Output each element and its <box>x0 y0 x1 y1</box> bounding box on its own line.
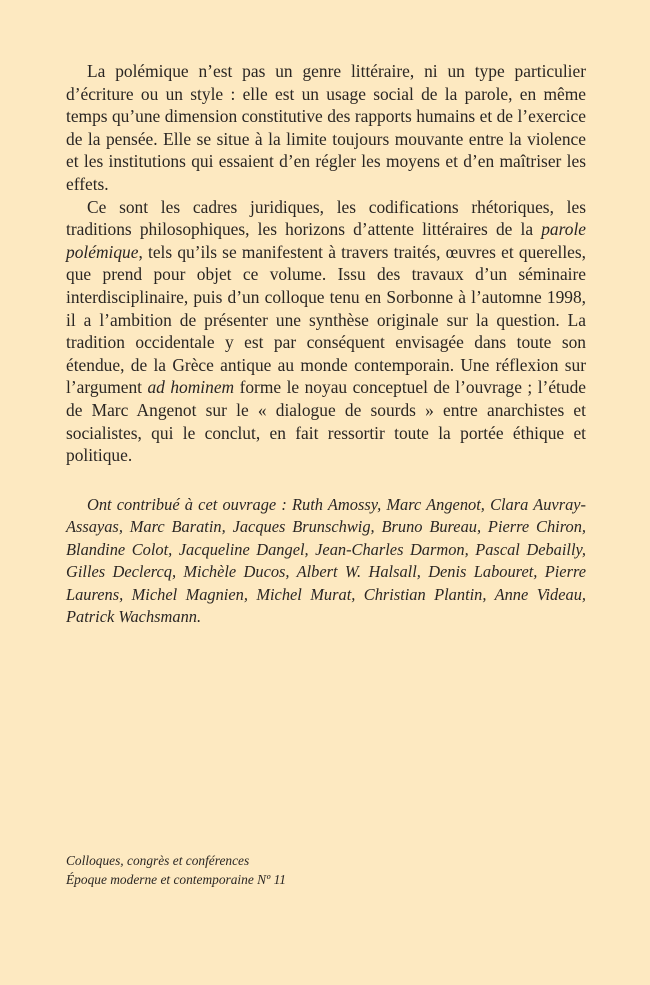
contributors-list <box>66 494 586 628</box>
blurb-paragraph-2 <box>66 196 586 467</box>
series-title: Colloques, congrès et conférences <box>66 853 250 868</box>
contributors-label: Ont contribué à cet ouvrage : <box>87 495 287 514</box>
series-info <box>66 852 486 889</box>
emphasis-parole-polemique: parole polémique <box>66 219 586 262</box>
blurb-paragraph-1: La polémique n’est pas un genre littéraire, ni un type particulier d’écriture ou un style : elle est un usage social de la parole, en même temps qu’une dimension constitutive des rapports humains et de l’exercice de la pensée. Elle se situe à la limite toujours mouvante entre la violence et les institutions qui essaient d’en régler les moyens et d’en maîtriser les effets. <box>66 61 586 194</box>
series-subtitle: Époque moderne et contemporaine Nº 11 <box>66 871 286 887</box>
blurb-text: forme le noyau conceptuel de l’ouvrage ; l’étude de Marc Angenot sur le « dialogue de sourds » entre anarchistes et socialistes, qui le conclut, en fait ressortir toute la portée éthique et politique. <box>66 377 586 466</box>
emphasis-ad-hominem: ad hominem <box>147 377 235 398</box>
contributors-names: Ruth Amossy, Marc Angenot, Clara Auvray-Assayas, Marc Baratin, Jacques Brunschwig, Bruno Bureau, Pierre Chiron, Blandine Colot, Jacqueline Dangel, Jean-Charles Darmon, Pascal Debailly, Gilles Declercq, Michèle Ducos, Albert W. Halsall, Denis Labouret, Pierre Laurens, Michel Magnien, Michel Murat, Christian Plantin, Anne Videau, Patrick Wachsmann. <box>66 495 587 627</box>
blurb-text: Ce sont les cadres juridiques, les codifications rhétoriques, les traditions philosophiques, les horizons d’attente littéraires de la <box>66 196 586 240</box>
blurb <box>66 60 586 467</box>
blurb-text: , tels qu’ils se manifestent à travers traités, œuvres et querelles, que prend pour objet ce volume. Issu des travaux d’un séminaire interdisciplinaire, puis d’un colloque tenu en Sorbonne à l’automne 1998, il a l’ambition de présenter une synthèse originale sur la question. La tradition occidentale y est par conséquent envisagée dans toute son étendue, de la Grèce antique au monde contemporain. Une réflexion sur l’argument <box>66 241 586 398</box>
